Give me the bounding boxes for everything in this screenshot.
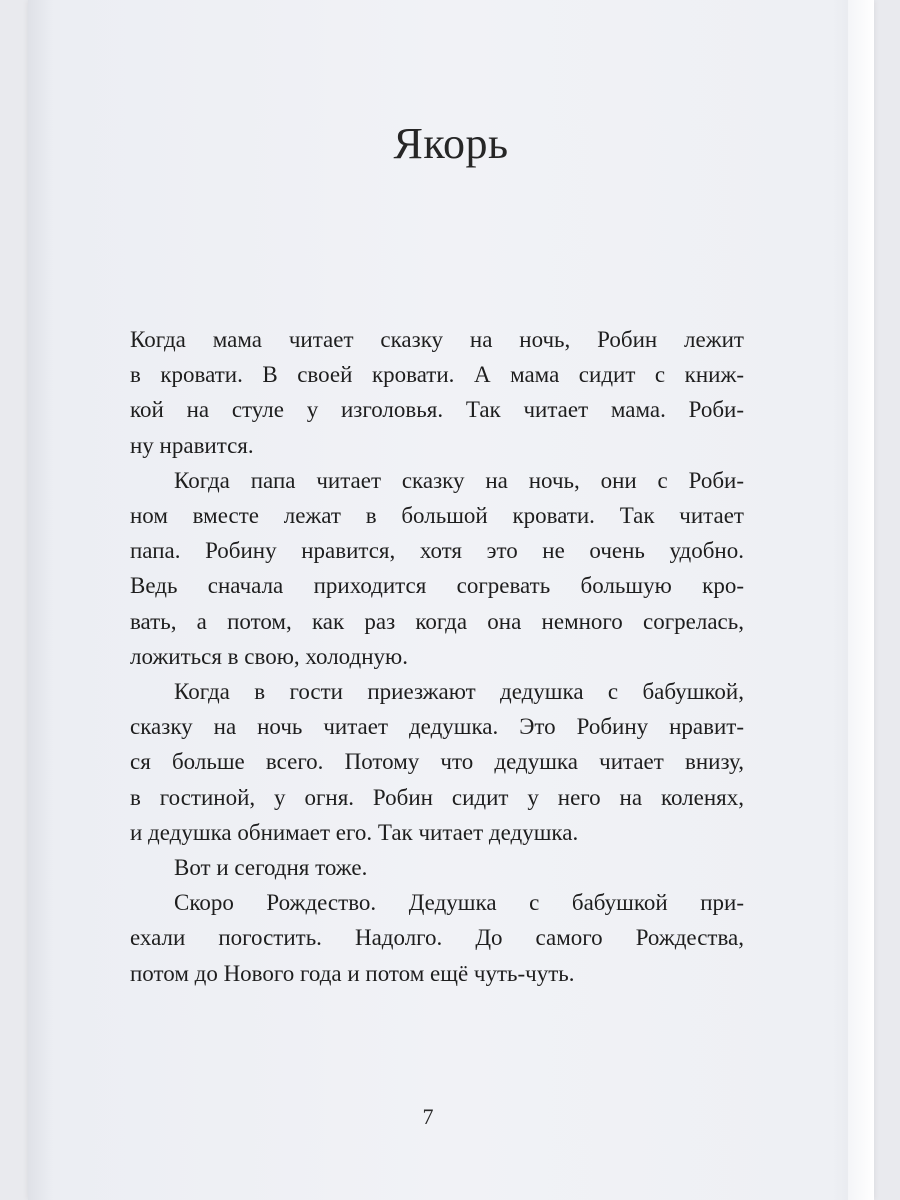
- page-edge: [848, 0, 874, 1200]
- text-line: вать, а потом, как раз когда она немного согрелась,: [130, 608, 744, 634]
- text-line: и дедушка обнимает его. Так читает дедушка.: [130, 819, 579, 845]
- text-line: потом до Нового года и потом ещё чуть-чуть.: [130, 960, 575, 986]
- text-line: ся больше всего. Потому что дедушка читает внизу,: [130, 749, 744, 775]
- book-page: [28, 0, 874, 1200]
- text-line: кой на стуле у изголовья. Так читает мама. Роби-: [130, 397, 744, 423]
- page-number: 7: [422, 1104, 434, 1129]
- text-line: Когда в гости приезжают дедушка с бабушкой,: [174, 679, 744, 705]
- text-line: Вот и сегодня тоже.: [174, 855, 368, 881]
- text-line: в гостиной, у огня. Робин сидит у него на коленях,: [130, 784, 744, 810]
- text-line: Когда мама читает сказку на ночь, Робин лежит: [130, 327, 744, 352]
- text-line: ном вместе лежат в большой кровати. Так читает: [130, 503, 744, 529]
- text-line: Когда папа читает сказку на ночь, они с Роби-: [174, 467, 744, 493]
- text-line: Скоро Рождество. Дедушка с бабушкой при-: [174, 890, 744, 916]
- text-line: ложиться в свою, холодную.: [130, 643, 408, 669]
- text-line: в кровати. В своей кровати. А мама сидит с книж-: [130, 362, 744, 388]
- text-line: ну нравится.: [130, 432, 254, 458]
- text-line: ехали погостить. Надолго. До самого Рождества,: [130, 925, 744, 951]
- text-line: папа. Робину нравится, хотя это не очень удобно.: [130, 538, 744, 564]
- body-text: [130, 322, 744, 991]
- text-line: Ведь сначала приходится согревать большую кро-: [130, 573, 744, 599]
- text-line: сказку на ночь читает дедушка. Это Робину нравит-: [130, 714, 744, 740]
- chapter-title: Якорь: [393, 119, 509, 168]
